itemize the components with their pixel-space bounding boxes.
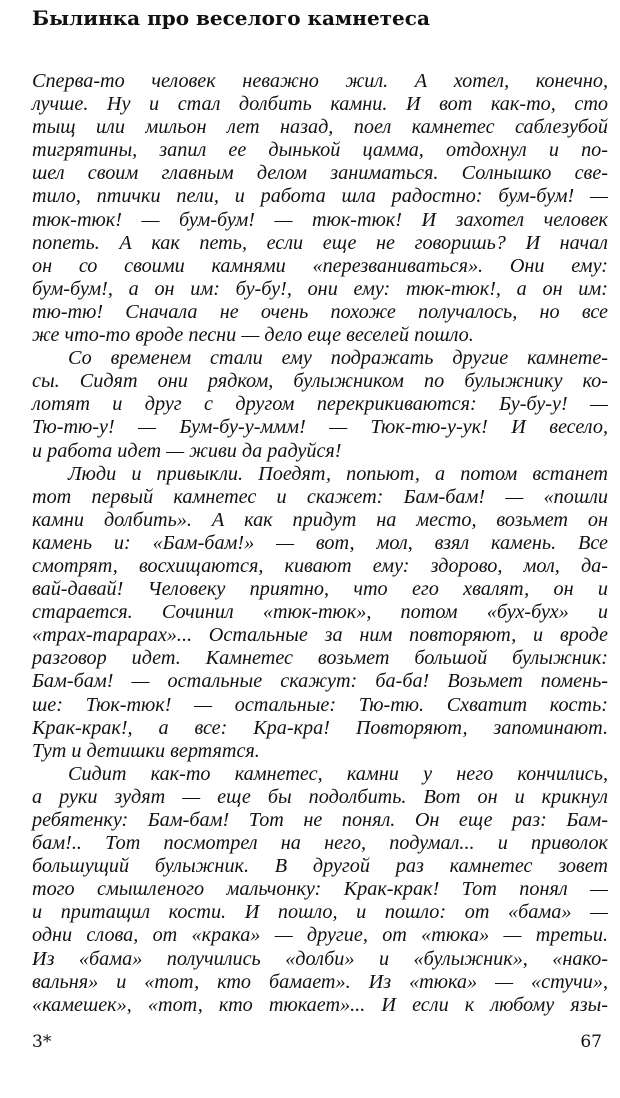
text-line: ше: Тюк-тюк! — остальные: Тю-тю. Схватит кость: bbox=[32, 693, 608, 716]
text-line: Из «бама» получились «долби» и «булыжник», «нако- bbox=[32, 947, 608, 970]
text-line: Люди и привыкли. Поедят, попьют, а потом встанет bbox=[68, 462, 608, 485]
text-line: тигрятины, запил ее дынькой цамма, отдохнул и по- bbox=[32, 139, 608, 162]
text-line: а руки зудят — еще бы подолбить. Вот он и крикнул bbox=[32, 785, 608, 808]
text-line: Тут и детишки вертятся. bbox=[32, 739, 260, 762]
text-line: Бам-бам! — остальные скажут: ба-ба! Возьмет помень- bbox=[32, 670, 608, 693]
text-line: камень и: «Бам-бам!» — вот, мол, взял камень. Все bbox=[32, 531, 608, 554]
text-line: Тю-тю-у! — Бум-бу-у-ммм! — Тюк-тю-у-ук! И весело, bbox=[32, 416, 608, 439]
text-line: и работа идет — живи да радуйся! bbox=[32, 439, 342, 462]
text-line: большущий булыжник. В другой раз камнетес зовет bbox=[32, 855, 608, 878]
text-line: вальня» и «тот, кто бамает». Из «тюка» — «стучи», bbox=[32, 970, 608, 993]
text-line: лотят и друг с другом перекрикиваются: Бу-бу-у! — bbox=[32, 393, 608, 416]
book-page bbox=[32, 0, 608, 1098]
text-line: тыщ или мильон лет назад, поел камнетес саблезубой bbox=[32, 116, 608, 139]
text-line: одни слова, от «крака» — другие, от «тюка» — третьи. bbox=[32, 924, 608, 947]
text-line: старается. Сочинил «тюк-тюк», потом «бух-бух» и bbox=[32, 601, 608, 624]
text-line: тило, птички пели, и работа шла радостно: бум-бум! — bbox=[32, 185, 608, 208]
text-line: тот первый камнетес и скажет: Бам-бам! — «пошли bbox=[32, 485, 608, 508]
text-line: тю-тю! Сначала не очень похоже получалось, но все bbox=[32, 300, 608, 323]
body-text bbox=[32, 70, 608, 1017]
signature-mark: 3* bbox=[32, 1032, 52, 1052]
text-line: бам!.. Тот посмотрел на него, подумал... и приволок bbox=[32, 832, 608, 855]
text-line: «трах-тарарах»... Остальные за ним повторяют, и вроде bbox=[32, 624, 608, 647]
text-line: вай-давай! Человеку приятно, что его хвалят, он и bbox=[32, 578, 608, 601]
text-line: шел своим главным делом заниматься. Солнышко све- bbox=[32, 162, 608, 185]
text-line: того смышленого мальчонку: Крак-крак! Тот понял — bbox=[32, 878, 608, 901]
text-line: сы. Сидят они рядком, булыжником по булыжнику ко- bbox=[32, 370, 608, 393]
text-line: разговор идет. Камнетес возьмет большой булыжник: bbox=[32, 647, 608, 670]
text-line: Сидит как-то камнетес, камни у него кончились, bbox=[68, 762, 608, 785]
text-line: камни долбить». А как придут на место, возьмет он bbox=[32, 508, 608, 531]
text-line: Со временем стали ему подражать другие камнете- bbox=[68, 347, 608, 370]
page-number: 67 bbox=[580, 1032, 602, 1052]
chapter-heading: Былинка про веселого камнетеса bbox=[32, 6, 430, 30]
text-line: смотрят, восхищаются, кивают ему: здорово, мол, да- bbox=[32, 554, 608, 577]
text-line: лучше. Ну и стал долбить камни. И вот как-то, сто bbox=[32, 93, 608, 116]
text-line: попеть. А как петь, если еще не говоришь? И начал bbox=[32, 231, 608, 254]
text-line: бум-бум!, а он им: бу-бу!, они ему: тюк-тюк!, а он им: bbox=[32, 277, 608, 300]
text-line: он со своими камнями «перезваниваться». Они ему: bbox=[32, 254, 608, 277]
text-line: Сперва-то человек неважно жил. А хотел, конечно, bbox=[32, 70, 608, 92]
text-line: «камешек», «тот, кто тюкает»... И если к любому язы- bbox=[32, 993, 608, 1016]
text-line: и притащил кости. И пошло, и пошло: от «бама» — bbox=[32, 901, 608, 924]
text-line: ребятенку: Бам-бам! Тот не понял. Он еще раз: Бам- bbox=[32, 809, 608, 831]
text-line: Крак-крак!, а все: Кра-кра! Повторяют, запоминают. bbox=[32, 716, 608, 739]
text-line: тюк-тюк! — бум-бум! — тюк-тюк! И захотел человек bbox=[32, 208, 608, 231]
text-line: же что-то вроде песни — дело еще веселей пошло. bbox=[32, 324, 474, 347]
